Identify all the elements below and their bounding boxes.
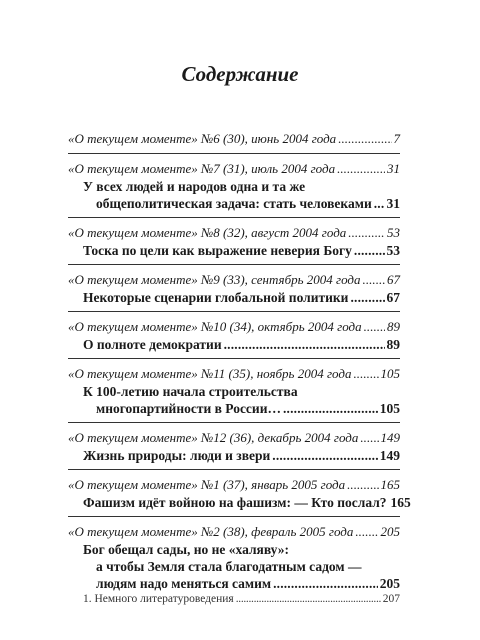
subsection-title: 1. Немного литературоведения: [83, 593, 234, 605]
leader-dots: [353, 365, 378, 383]
leader-dots: [272, 447, 377, 464]
issue-title: «О текущем моменте» №12 (36), декабрь 2004 года: [68, 430, 359, 445]
leader-dots: [350, 289, 384, 306]
toc-section: [68, 476, 411, 517]
article-title-line: людям надо меняться самим: [96, 576, 272, 591]
leader-dots: [374, 195, 385, 212]
issue-title: «О текущем моменте» №7 (31), июль 2004 года: [68, 161, 336, 176]
article-title-line: Фашизм идёт войною на фашизм: — Кто послал?: [83, 495, 387, 510]
page-number: 31: [387, 161, 400, 176]
page-number: 53: [387, 225, 400, 240]
page-number: 67: [387, 272, 400, 287]
issue-title: «О текущем моменте» №11 (35), ноябрь 2004 года: [68, 366, 352, 381]
page-number: 165: [380, 477, 400, 492]
leader-dots: [236, 592, 381, 607]
leader-dots: [337, 160, 385, 178]
leader-dots: [224, 336, 385, 353]
toc-article-entry[interactable]: [68, 383, 400, 417]
toc-issue-entry[interactable]: [68, 429, 400, 447]
leader-dots: [360, 429, 378, 447]
toc-article-entry[interactable]: [68, 541, 400, 592]
toc-subsection-entry[interactable]: [68, 592, 400, 607]
issue-title: «О текущем моменте» №9 (33), сентябрь 2004 года: [68, 272, 361, 287]
page-number: 207: [382, 593, 400, 605]
page-title: Содержание: [181, 62, 299, 86]
issue-title: «О текущем моменте» №6 (30), июнь 2004 года: [68, 131, 337, 146]
article-title-line: К 100-летию начала строительства: [83, 384, 298, 399]
page-number: 205: [380, 524, 400, 539]
toc-article-entry[interactable]: [68, 289, 400, 306]
page-number: 149: [379, 448, 400, 463]
article-title-line: Жизнь природы: люди и звери: [83, 448, 271, 463]
toc-issue-entry[interactable]: [68, 130, 400, 148]
toc-section: [68, 271, 400, 312]
toc-issue-entry[interactable]: [68, 523, 400, 541]
toc-issue-entry[interactable]: [68, 476, 400, 494]
toc-section: [68, 160, 400, 218]
toc-section: [68, 523, 400, 607]
page-number: 205: [379, 576, 400, 591]
leader-dots: [283, 400, 378, 417]
article-title-line: У всех людей и народов одна и та же: [83, 179, 306, 194]
page-number: 53: [386, 243, 400, 258]
article-title-line: Тоска по цели как выражение неверия Богу: [83, 243, 352, 258]
article-title-line: общеполитическая задача: стать человеками: [96, 196, 372, 211]
page-number: 149: [380, 430, 400, 445]
page-number: 7: [393, 131, 400, 146]
leader-dots: [348, 224, 385, 242]
leader-dots: [363, 271, 385, 289]
toc-article-entry[interactable]: [68, 494, 411, 511]
toc-article-entry[interactable]: [68, 447, 400, 464]
toc-section: [68, 130, 400, 154]
article-title-line: О полноте демократии: [83, 337, 222, 352]
toc-section: [68, 224, 400, 265]
leader-dots: [338, 130, 391, 148]
leader-dots: [354, 242, 385, 259]
toc-section: [68, 429, 400, 470]
toc-issue-entry[interactable]: [68, 224, 400, 242]
toc-issue-entry[interactable]: [68, 318, 400, 336]
toc-section: [68, 365, 400, 423]
issue-title: «О текущем моменте» №10 (34), октябрь 2004 года: [68, 319, 362, 334]
toc-article-entry[interactable]: [68, 178, 400, 212]
toc-article-entry[interactable]: [68, 242, 400, 259]
page-number: 105: [380, 366, 400, 381]
page-number: 105: [379, 401, 400, 416]
article-title-line: Бог обещал сады, но не «халяву»:: [83, 542, 290, 557]
page-number: 31: [386, 196, 400, 211]
issue-title: «О текущем моменте» №2 (38), февраль 2005 года: [68, 524, 354, 539]
leader-dots: [273, 575, 378, 592]
page-number: 165: [390, 495, 411, 510]
leader-dots: [347, 476, 378, 494]
toc-issue-entry[interactable]: [68, 365, 400, 383]
page-number: 89: [386, 337, 400, 352]
leader-dots: [364, 318, 385, 336]
issue-title: «О текущем моменте» №8 (32), август 2004 года: [68, 225, 347, 240]
issue-title: «О текущем моменте» №1 (37), январь 2005 года: [68, 477, 346, 492]
page-number: 89: [387, 319, 400, 334]
table-of-contents: [68, 130, 411, 607]
toc-issue-entry[interactable]: [68, 160, 400, 178]
toc-section: [68, 318, 400, 359]
article-title-line: а чтобы Земля стала благодатным садом —: [96, 559, 362, 574]
toc-article-entry[interactable]: [68, 336, 400, 353]
toc-issue-entry[interactable]: [68, 271, 400, 289]
article-title-line: Некоторые сценарии глобальной политики: [83, 290, 349, 305]
leader-dots: [355, 523, 378, 541]
page-number: 67: [386, 290, 400, 305]
article-title-line: многопартийности в России…: [96, 401, 281, 416]
